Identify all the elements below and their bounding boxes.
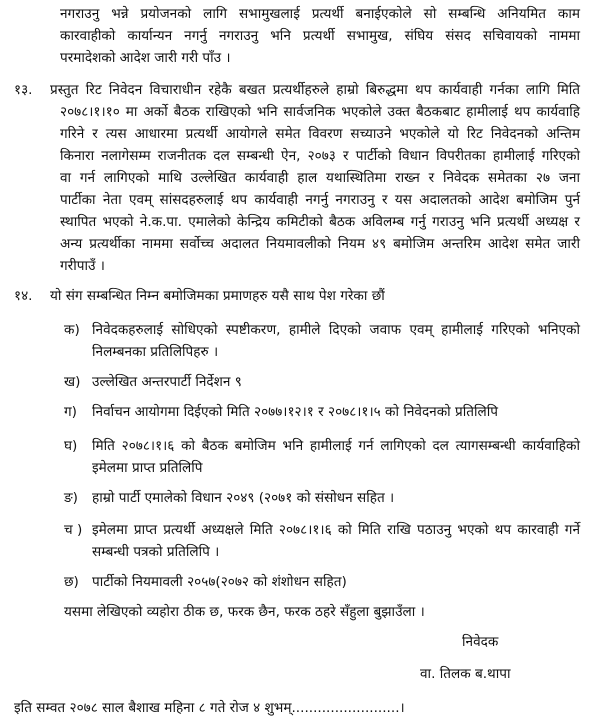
- para-13-line: गरीपाउँ ।: [60, 258, 105, 274]
- evidence-item-text: उल्लेखित अन्तरपार्टी निर्देशन ९: [92, 374, 242, 390]
- para-13-line: गरिने र त्यस आधारमा प्रत्यर्थी आयोगले समेत विवरण सच्याउने भएकोले यो रिट निवेदनको अन्तिम: [60, 126, 580, 142]
- evidence-item-text: पार्टीको नियमावली २०५७(२०७२ को शंशोधन सहित): [92, 574, 347, 590]
- para-13-line: अन्य प्रत्यर्थीका नाममा सर्वोच्च अदालत नियमावलीको नियम ४९ बमोजिम अन्तरिम आदेश समेत जारी: [60, 236, 580, 252]
- evidence-item-text: इमेलमा प्राप्त प्रत्यर्थी अध्यक्षले मिति २०७८।१।६ को मिति राखि पठाउनु भएको थप कारवाही गर्ने: [92, 522, 580, 538]
- evidence-item-marker: क): [64, 322, 80, 338]
- evidence-item-marker: च ): [64, 522, 83, 538]
- evidence-item-text: निलम्बनका प्रतिलिपिहरु ।: [92, 344, 219, 360]
- declaration-text: यसमा लेखिएको व्यहोरा ठीक छ, फरक छैन, फरक ठहरे सँहुला बुझाउँला ।: [64, 604, 425, 620]
- para-top-line: परमादेशको आदेश जारी गरी पाँउ ।: [60, 50, 231, 66]
- para-14-heading: यो संग सम्बन्धित निम्न बमोजिमका प्रमाणहरु यसै साथ पेश गरेका छौं: [50, 288, 385, 304]
- para-top-line: नगराउनु भन्ने प्रयोजनको लागि सभामुखलाई प्रत्यर्थी बनाईएकोले सो सम्बन्धि अनियमित काम: [60, 6, 580, 22]
- evidence-item-text: निर्वाचन आयोगमा दिईएको मिति २०७७।१२।१ र २०७८।१।५ को निवेदनको प्रतिलिपि: [92, 404, 498, 420]
- evidence-item-text: हाम्रो पार्टी एमालेको विधान २०४९ (२०७१ को संसोधन सहित ।: [92, 490, 395, 506]
- signature-name: वा. तिलक ब.थापा: [420, 666, 511, 682]
- para-top-line: कारवाहीको कार्यान्यन नगर्नु नगराउनु भनि प्रत्यर्थी सभामुख, संघिय संसद सचिवायको नाममा: [60, 28, 580, 44]
- evidence-item-marker: घ): [64, 438, 78, 454]
- date-line: इति सम्वत २०७८ साल बैशाख महिना ८ गते रोज ४ शुभम्.........................।: [14, 700, 405, 716]
- evidence-item-marker: छ): [64, 574, 79, 590]
- signature-label: निवेदक: [462, 634, 499, 650]
- evidence-item-text: इमेलमा प्राप्त प्रतिलिपि: [92, 460, 203, 476]
- para-13-line: प्रस्तुत रिट निवेदन विचाराधीन रहेकै बखत प्रत्यर्थीहरुले हाम्रो बिरुद्धमा थप कार्यवाही गर्नका लागि मिति: [50, 82, 580, 98]
- evidence-item-marker: ग): [64, 404, 77, 420]
- evidence-item-text: सम्बन्धी पत्रको प्रतिलिपि ।: [92, 544, 220, 560]
- evidence-item-marker: ख): [64, 374, 81, 390]
- evidence-item-text: मिति २०७८।१।६ को बैठक बमोजिम भनि हामीलाई गर्न लागिएको दल त्यागसम्बन्धी कार्यवाहिको: [92, 438, 580, 454]
- para-13-line: स्थापित भएको ने.क.पा. एमालेको केन्द्रिय कमिटीको बैठक अविलम्ब गर्नु गराउनु भनि प्रत्यर्थी अध्यक्ष र: [60, 214, 580, 230]
- para-13-line: किनारा नलागेसम्म राजनीतक दल सम्बन्धी ऐन, २०७३ र पार्टीको विधान विपरीतका हामीलाई गरिएको: [60, 148, 580, 164]
- evidence-item-text: निवेदकहरुलाई सोधिएको स्पष्टीकरण, हामीले दिएको जवाफ एवम् हामीलाई गरिएको भनिएको: [92, 322, 580, 338]
- para-13-line: वा गर्न लागिएको माथि उल्लेखित कार्यवाही हाल यथास्थितिमा राख्न र निवेदक समेतका २७ जना: [60, 170, 580, 186]
- para-14-number: १४.: [14, 288, 33, 304]
- para-13-line: पार्टीका नेता एवम् सांसदहरुलाई थप कार्यवाही नगर्नु नगराउनु र यस अदालतको आदेश बमोजिम पुर्न: [60, 192, 580, 208]
- evidence-item-marker: ङ): [64, 490, 78, 506]
- para-13-number: १३.: [14, 82, 33, 98]
- para-13-line: २०७८।१।१० मा अर्को बैठक राखिएको भनि सार्वजनिक भएकोले उक्त बैठकबाट हामीलाई थप कार्यवाहि: [60, 104, 580, 120]
